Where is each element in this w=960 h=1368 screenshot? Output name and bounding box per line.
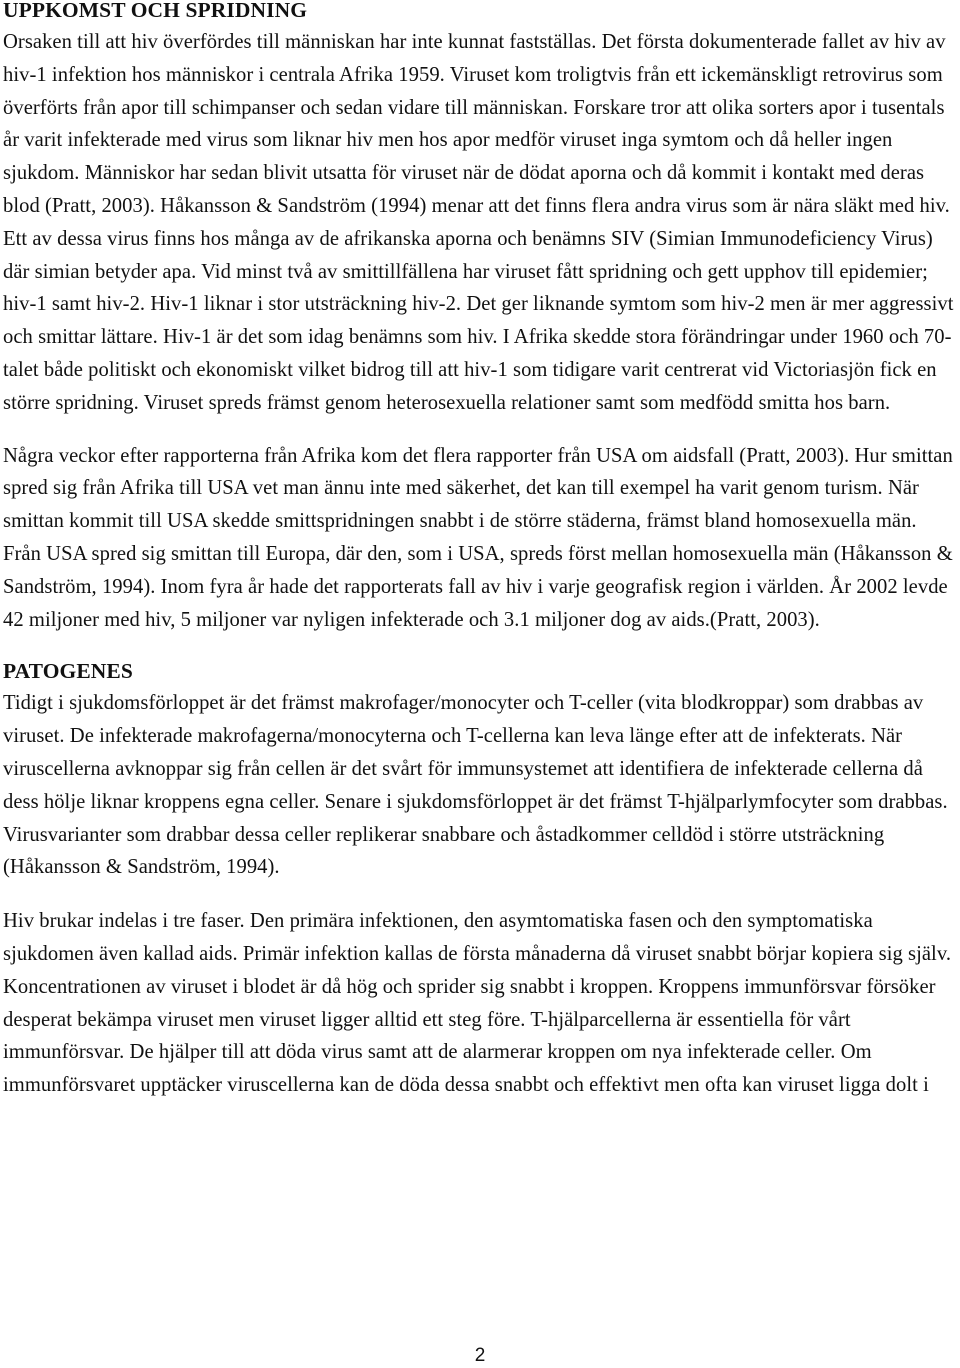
document-page [3,0,958,1102]
paragraph-patogenes-2: Hiv brukar indelas i tre faser. Den primära infektionen, den asymtomatiska fasen och den symptomatiska sjukdomen även kallad aids. Primär infektion kallas de första månaderna då viruset snabbt börjar kopiera sig själv. Koncentrationen av viruset i blodet är då hög och sprider sig snabbt i kroppen. Kroppens immunförsvar försöker desperat bekämpa viruset men viruset ligger alltid ett steg före. T-hjälparcellerna är essentiella för vårt immunförsvar. De hjälper till att döda virus samt att de alarmerar kroppen om nya infekterade celler. Om immunförsvaret upptäcker viruscellerna kan de döda dessa snabbt och effektivt men ofta kan viruset ligga dolt i [3,910,952,1097]
section-heading-patogenes: PATOGENES [3,659,133,684]
paragraph-uppkomst-2: Några veckor efter rapporterna från Afrika kom det flera rapporter från USA om aidsfall (Pratt, 2003). Hur smittan spred sig från Afrika till USA vet man ännu inte med säkerhet, det kan till exempel ha varit genom turism. När smittan kommit till USA skedde smittspridningen snabbt i de större städerna, främst bland homosexuella män. Från USA spred sig smittan till Europa, där den, som i USA, spreds först mellan homosexuella män (Håkansson & Sandström, 1994). Inom fyra år hade det rapporterats fall av hiv i varje geografisk region i världen. År 2002 levde 42 miljoner med hiv, 5 miljoner var nyligen infekterade och 3.1 miljoner dog av aids.(Pratt, 2003). [3,444,953,631]
section-spacer [3,636,958,655]
paragraph-patogenes-1: Tidigt i sjukdomsförloppet är det främst makrofager/monocyter och T-celler (vita blodkroppar) som drabbas av viruset. De infekterade makrofagerna/monocyterna och T-cellerna kan leva länge efter att de infekterats. När viruscellerna avknoppar sig från cellen är det svårt för immunsystemet att identifiera de infekterade cellerna då dess hölje liknar kroppens egna celler. Senare i sjukdomsförloppet är det främst T-hjälparlymfocyter som drabbas. Virusvarianter som drabbar dessa celler replikerar snabbare och åstadkommer celldöd i större utsträckning (Håkansson & Sandström, 1994). [3,692,948,879]
paragraph-spacer [3,420,958,440]
page-number: 2 [474,1345,486,1366]
section-heading-uppkomst: UPPKOMST OCH SPRIDNING [3,0,308,22]
paragraph-uppkomst-1: Orsaken till att hiv överfördes till människan har inte kunnat fastställas. Det första dokumenterade fallet av hiv av hiv-1 infektion hos människor i centrala Afrika 1959. Viruset kom troligtvis från ett ickemänskligt retrovirus som överförts från apor till schimpanser och sedan vidare till människan. Forskare tror att olika sorters apor i tusentals år varit infekterade med virus som liknar hiv men hos apor medför viruset inga symtom och då heller ingen sjukdom. Människor har sedan blivit utsatta för viruset när de dödat aporna och då kommit i kontakt med deras blod (Pratt, 2003). Håkansson & Sandström (1994) menar att det finns flera andra virus som är nära släkt med hiv. Ett av dessa virus finns hos många av de afrikanska aporna och benämns SIV (Simian Immunodeficiency Virus) där simian betyder apa. Vid minst två av smittillfällena har viruset fått spridning och gett upphov till epidemier; hiv-1 samt hiv-2. Hiv-1 liknar i stor utsträckning hiv-2. Det ger liknande symtom som hiv-2 men är mer aggressivt och smittar lättare. Hiv-1 är det som idag benämns som hiv. I Afrika skedde stora förändringar under 1960 och 70-talet både politiskt och ekonomiskt vilket bidrog till att hiv-1 som tidigare varit centrerat vid Victoriasjön fick en större spridning. Viruset spreds främst genom heterosexuella relationer samt som medfödd smitta hos barn. [3,31,954,414]
paragraph-spacer [3,884,958,905]
